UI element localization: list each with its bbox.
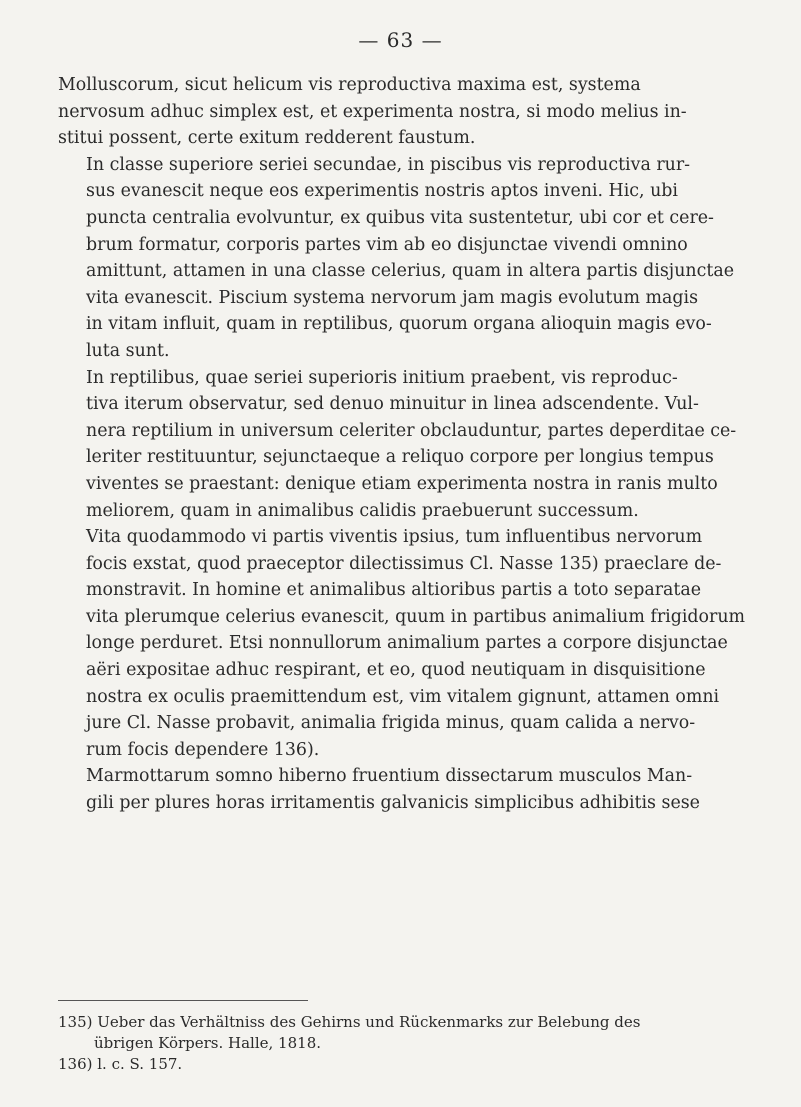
page-number: — 63 — xyxy=(358,28,443,52)
text-line: In reptilibus, quae seriei superioris initium praebent, vis reproduc- xyxy=(86,367,678,388)
text-line: nervosum adhuc simplex est, et experimenta nostra, si modo melius in- xyxy=(58,101,687,122)
paragraph xyxy=(58,365,758,525)
footnotes xyxy=(58,1012,758,1075)
footnote-divider xyxy=(58,1000,308,1001)
footnote-135-line-1: 135) Ueber das Verhältniss des Gehirns und Rückenmarks zur Belebung des xyxy=(58,1013,641,1031)
text-line: stitui possent, certe exitum redderent faustum. xyxy=(58,128,476,149)
text-line: viventes se praestant: denique etiam experimenta nostra in ranis multo xyxy=(86,473,718,494)
text-line: vita evanescit. Piscium systema nervorum jam magis evolutum magis xyxy=(86,287,699,308)
paragraph xyxy=(58,72,758,152)
text-line: gili per plures horas irritamentis galvanicis simplicibus adhibitis sese xyxy=(86,793,700,814)
paragraph xyxy=(58,763,758,816)
text-line: Marmottarum somno hiberno fruentium dissectarum musculos Man- xyxy=(86,766,693,787)
text-line: rum focis dependere 136). xyxy=(86,739,320,760)
footnote-135-line-2: übrigen Körpers. Halle, 1818. xyxy=(94,1034,321,1052)
text-line: focis exstat, quod praeceptor dilectissimus Cl. Nasse 135) praeclare de- xyxy=(86,553,722,574)
text-line: vita plerumque celerius evanescit, quum in partibus animalium frigidorum xyxy=(86,606,746,627)
text-line: monstravit. In homine et animalibus altioribus partis a toto separatae xyxy=(86,580,702,601)
text-line: Vita quodammodo vi partis viventis ipsius, tum influentibus nervorum xyxy=(86,527,703,548)
footnote-136: 136) l. c. S. 157. xyxy=(58,1055,183,1073)
text-line: luta sunt. xyxy=(86,340,170,361)
text-line: Molluscorum, sicut helicum vis reproductiva maxima est, systema xyxy=(58,75,641,95)
text-line: brum formatur, corporis partes vim ab eo disjunctae vivendi omnino xyxy=(86,234,688,255)
text-line: In classe superiore seriei secundae, in piscibus vis reproductiva rur- xyxy=(86,154,691,175)
text-line: leriter restituuntur, sejunctaeque a reliquo corpore per longius tempus xyxy=(86,447,714,468)
paragraph xyxy=(58,524,758,763)
body-text xyxy=(58,72,758,817)
text-line: jure Cl. Nasse probavit, animalia frigida minus, quam calida a nervo- xyxy=(86,713,696,734)
text-line: sus evanescit neque eos experimentis nostris aptos inveni. Hic, ubi xyxy=(86,181,678,202)
text-line: puncta centralia evolvuntur, ex quibus vita sustentetur, ubi cor et cere- xyxy=(86,207,714,228)
text-line: longe perduret. Etsi nonnullorum animalium partes a corpore disjunctae xyxy=(86,633,728,654)
text-line: meliorem, quam in animalibus calidis praebuerunt successum. xyxy=(86,500,639,521)
text-line: nera reptilium in universum celeriter obclauduntur, partes deperditae ce- xyxy=(86,420,737,441)
paragraph xyxy=(58,152,758,365)
text-line: amittunt, attamen in una classe celerius, quam in altera partis disjunctae xyxy=(86,261,734,282)
text-line: aëri expositae adhuc respirant, et eo, quod neutiquam in disquisitione xyxy=(86,660,706,681)
text-line: nostra ex oculis praemittendum est, vim vitalem gignunt, attamen omni xyxy=(86,686,720,707)
text-line: in vitam influit, quam in reptilibus, quorum organa alioquin magis evo- xyxy=(86,314,712,335)
text-line: tiva iterum observatur, sed denuo minuitur in linea adscendente. Vul- xyxy=(86,394,699,415)
